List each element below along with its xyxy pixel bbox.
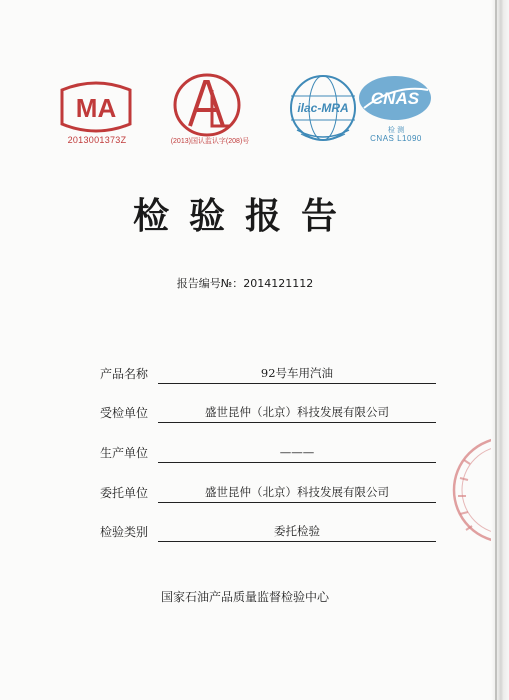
report-number: 报告编号№：2014121112 [176,277,314,290]
field-label: 受检单位 [100,406,149,420]
ilac-logo-text: ilac-MRA [297,101,349,115]
scan-edge-shadow [491,0,509,700]
cnas-sub-label: 检 测 [387,126,405,134]
field-label: 委托单位 [100,486,149,500]
issuing-organization: 国家石油产品质量监督检验中心 [160,590,329,604]
field-client [100,481,440,503]
cma-logo-text: MA [75,93,117,123]
field-producer [100,441,440,463]
field-value: 92号车用汽油 [158,363,436,384]
cma-code: 2013001373Z [67,135,127,145]
field-value: ——— [158,442,436,463]
cnas-code: CNAS L1090 [370,134,422,143]
cal-code: (2013)国认监认字(208)号 [170,138,250,145]
field-label: 产品名称 [100,367,149,381]
scan-edge-line [495,0,497,700]
field-inspected-unit [100,401,440,423]
field-label: 检验类别 [100,525,149,539]
cal-accreditation-logo [168,70,246,140]
field-value: 盛世昆仲（北京）科技发展有限公司 [158,482,436,503]
cnas-logo-text: CNAS [370,89,420,108]
field-value: 盛世昆仲（北京）科技发展有限公司 [158,402,436,423]
cma-certification-logo [56,80,136,134]
field-label: 生产单位 [100,446,149,460]
field-inspection-type [100,520,440,542]
report-title: 检验报告 [132,196,357,237]
field-product-name [100,362,440,384]
field-value: 委托检验 [158,521,436,542]
cnas-logo [356,74,434,130]
